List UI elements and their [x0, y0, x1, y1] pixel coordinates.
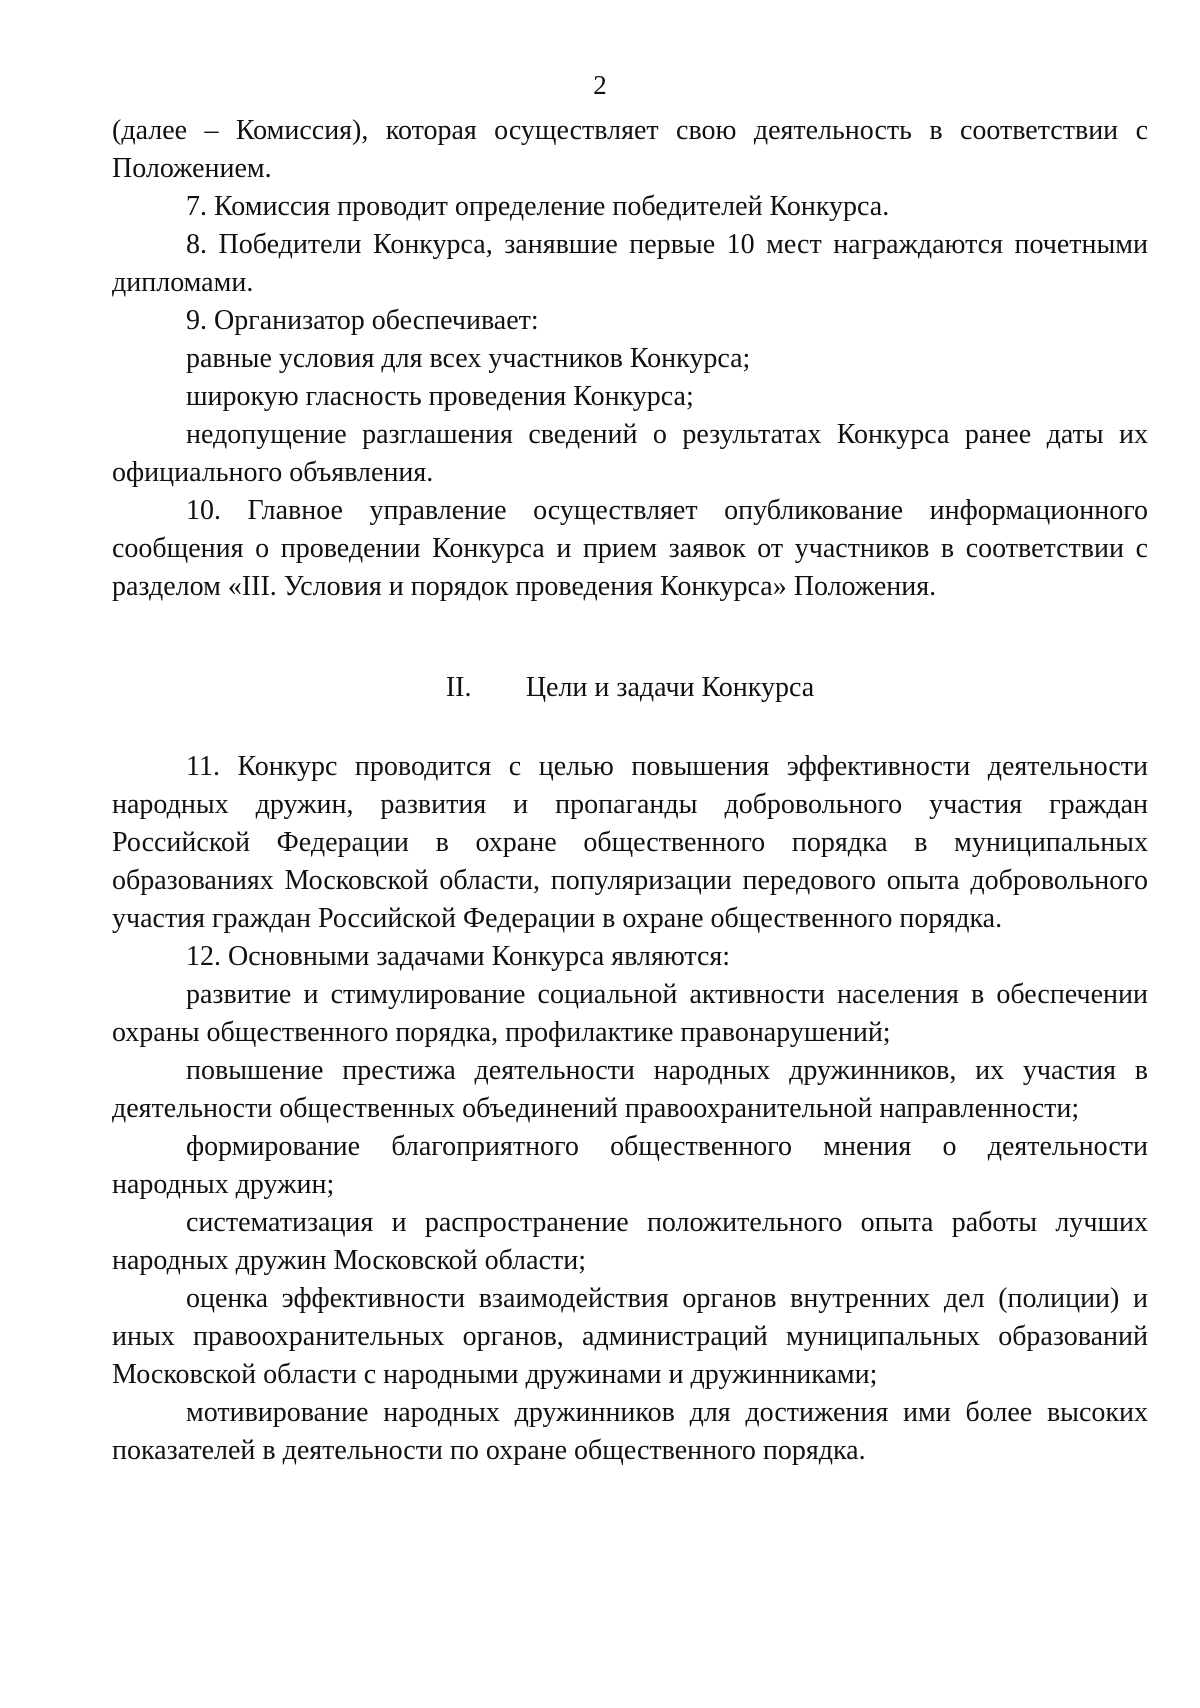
page-number: 2	[593, 70, 607, 100]
list-item: широкую гласность проведения Конкурса;	[186, 381, 694, 412]
paragraph: 10. Главное управление осуществляет опубликование информационного сообщения о проведении Конкурса и прием заявок от участников в соответствии с разделом «III. Условия и порядок проведения Конкурса» Положения.	[112, 495, 1148, 602]
section-spacer	[112, 707, 1148, 748]
list-item: недопущение разглашения сведений о результатах Конкурса ранее даты их официального объявления.	[112, 419, 1148, 488]
paragraph: 11. Конкурс проводится с целью повышения эффективности деятельности народных дружин, развития и пропаганды добровольного участия граждан Российской Федерации в охране общественного порядка в муниципальных образованиях Московской области, популяризации передового опыта добровольного участия граждан Российской Федерации в охране общественного порядка.	[112, 751, 1148, 934]
list-item: систематизация и распространение положительного опыта работы лучших народных дружин Московской области;	[112, 1207, 1148, 1276]
section-title: Цели и задачи Конкурса	[525, 672, 815, 703]
section-spacer	[112, 606, 1148, 669]
section-heading	[112, 669, 1148, 707]
paragraph: 9. Организатор обеспечивает:	[186, 305, 539, 336]
document-body	[112, 112, 1148, 1470]
list-item: равные условия для всех участников Конкурса;	[186, 343, 751, 374]
section-number: II.	[445, 672, 472, 703]
list-item: мотивирование народных дружинников для достижения ими более высоких показателей в деятельности по охране общественного порядка.	[112, 1397, 1148, 1466]
section-i-continuation	[112, 112, 1148, 606]
list-item: развитие и стимулирование социальной активности населения в обеспечении охраны общественного порядка, профилактике правонарушений;	[112, 979, 1148, 1048]
paragraph: 7. Комиссия проводит определение победителей Конкурса.	[186, 191, 890, 222]
section-ii-body	[112, 748, 1148, 1470]
paragraph: 12. Основными задачами Конкурса являются:	[186, 941, 731, 972]
list-item: формирование благоприятного общественного мнения о деятельности народных дружин;	[112, 1131, 1148, 1200]
paragraph: 8. Победители Конкурса, занявшие первые 10 мест награждаются почетными дипломами.	[112, 229, 1148, 298]
paragraph: (далее – Комиссия), которая осуществляет свою деятельность в соответствии с Положением.	[112, 115, 1148, 184]
list-item: оценка эффективности взаимодействия органов внутренних дел (полиции) и иных правоохранительных органов, администраций муниципальных образований Московской области с народными дружинами и дружинниками;	[112, 1283, 1148, 1390]
list-item: повышение престижа деятельности народных дружинников, их участия в деятельности общественных объединений правоохранительной направленности;	[112, 1055, 1148, 1124]
